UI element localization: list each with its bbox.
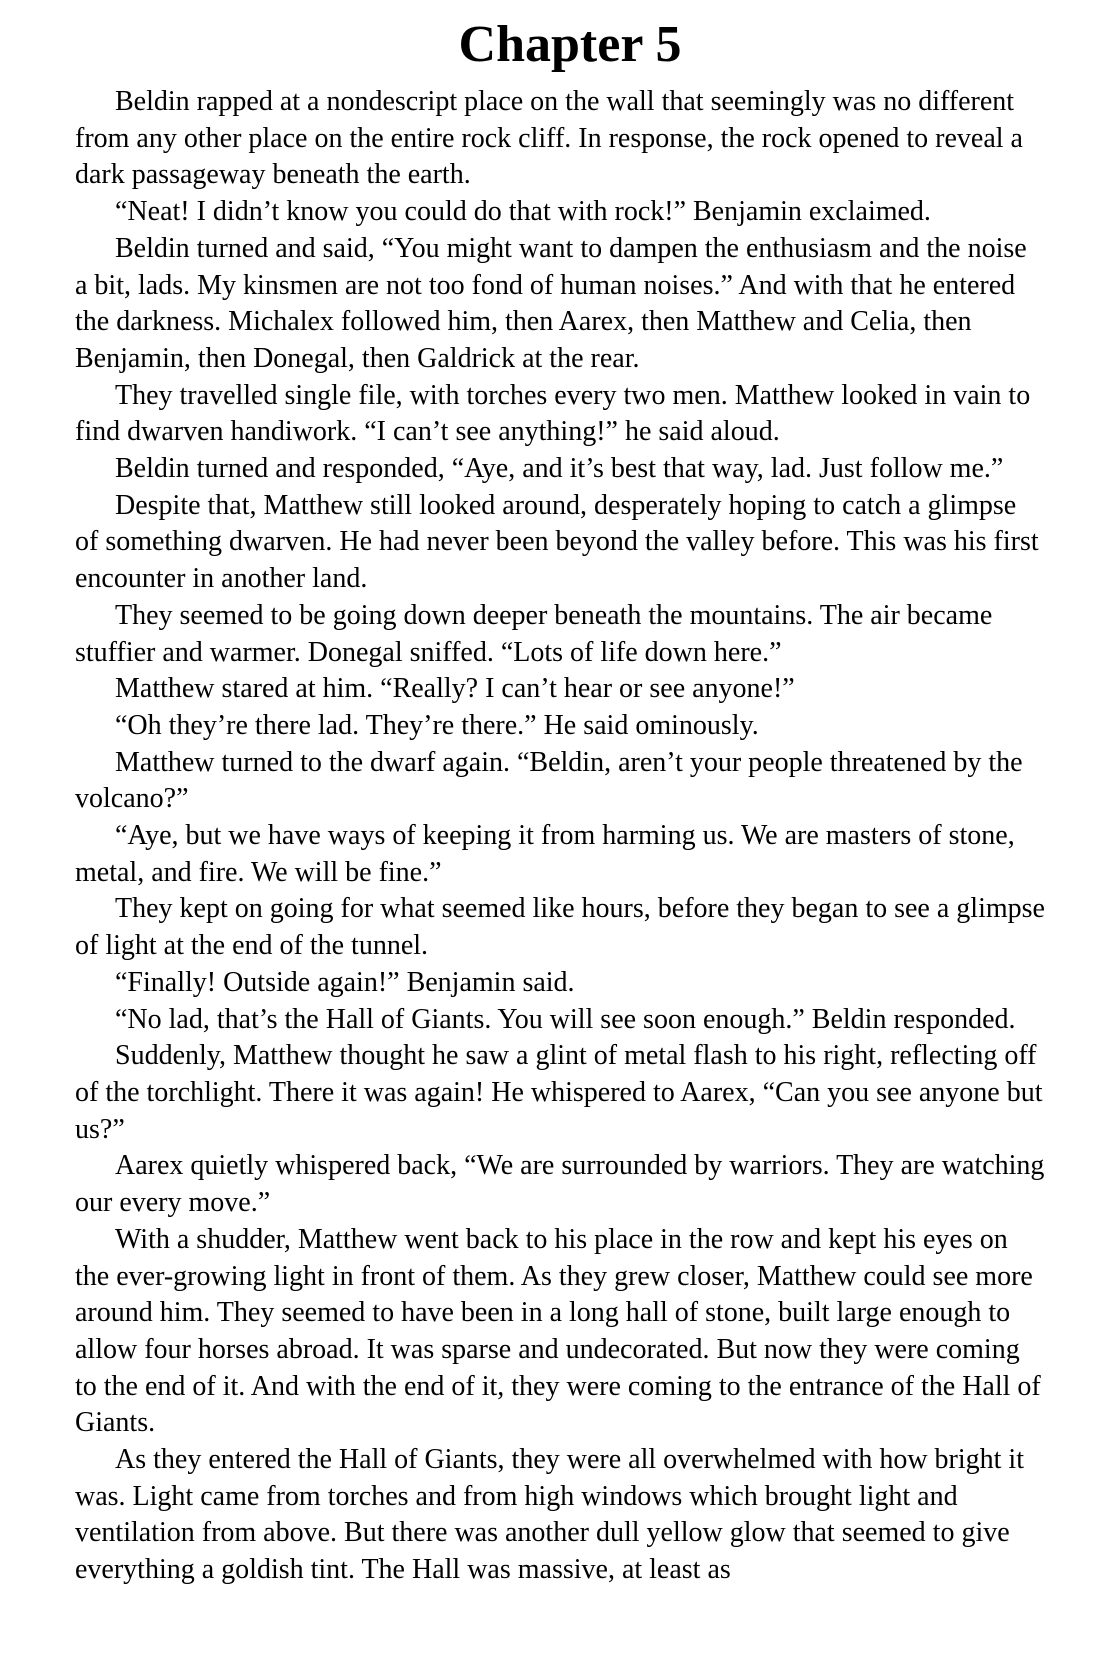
paragraph: Beldin turned and said, “You might want to dampen the enthusiasm and the noise a bit, lads. My kinsmen are not too fond of human noises.” And with that he entered the darkness. Michalex followed him, then Aarex, then Matthew and Celia, then Benjamin, then Donegal, then Galdrick at the rear. [75, 232, 1027, 374]
paragraph: “No lad, that’s the Hall of Giants. You will see soon enough.” Beldin responded. [115, 1003, 1016, 1035]
paragraph: “Oh they’re there lad. They’re there.” He said ominously. [115, 709, 759, 741]
paragraph: “Finally! Outside again!” Benjamin said. [115, 966, 575, 998]
paragraph: Beldin rapped at a nondescript place on the wall that seemingly was no different from any other place on the entire rock cliff. In response, the rock opened to reveal a dark passageway beneath the earth. [75, 86, 1023, 191]
paragraph: Matthew turned to the dwarf again. “Beldin, aren’t your people threatened by the volcano?” [75, 746, 1023, 815]
paragraph: “Aye, but we have ways of keeping it from harming us. We are masters of stone, metal, and fire. We will be fine.” [75, 820, 1015, 888]
paragraph: They travelled single file, with torches every two men. Matthew looked in vain to find dwarven handiwork. “I can’t see anything!” he said aloud. [75, 379, 1031, 448]
paragraph: Matthew stared at him. “Really? I can’t hear or see anyone!” [115, 673, 795, 705]
paragraph: Beldin turned and responded, “Aye, and it’s best that way, lad. Just follow me.” [115, 453, 1004, 485]
paragraph: With a shudder, Matthew went back to his place in the row and kept his eyes on the ever-growing light in front of them. As they grew closer, Matthew could see more around him. They seemed to have been in a long hall of stone, built large enough to allow four horses abroad. It was sparse and undecorated. But now they were coming to the end of it. And with the end of it, they were coming to the entrance of the Hall of Giants. [75, 1223, 1041, 1439]
book-page [75, 10, 1045, 1589]
paragraph: Despite that, Matthew still looked around, desperately hoping to catch a glimpse of something dwarven. He had never been beyond the valley before. This was his first encounter in another land. [75, 489, 1039, 595]
paragraph: Aarex quietly whispered back, “We are surrounded by warriors. They are watching our every move.” [75, 1150, 1045, 1219]
paragraph: “Neat! I didn’t know you could do that with rock!” Benjamin exclaimed. [115, 196, 931, 228]
chapter-title: Chapter 5 [458, 16, 682, 73]
paragraph: They seemed to be going down deeper beneath the mountains. The air became stuffier and warmer. Donegal sniffed. “Lots of life down here.” [75, 599, 993, 668]
paragraph: They kept on going for what seemed like hours, before they began to see a glimpse of light at the end of the tunnel. [75, 893, 1045, 962]
paragraph: Suddenly, Matthew thought he saw a glint of metal flash to his right, reflecting off of the torchlight. There it was again! He whispered to Aarex, “Can you see anyone but us?” [75, 1040, 1043, 1145]
paragraph: As they entered the Hall of Giants, they were all overwhelmed with how bright it was. Light came from torches and from high windows which brought light and ventilation from above. But there was another dull yellow glow that seemed to give everything a goldish tint. The Hall was massive, at least as [75, 1444, 1024, 1586]
